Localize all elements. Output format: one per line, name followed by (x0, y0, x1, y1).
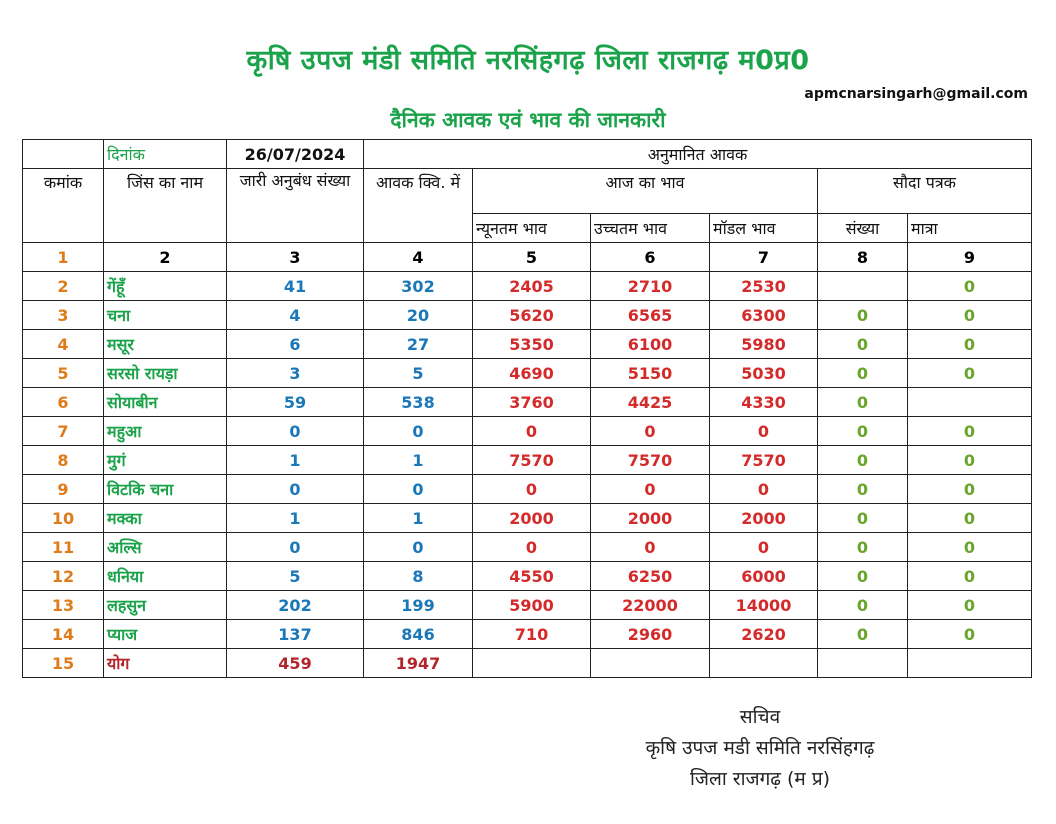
modal-price: 14000 (710, 591, 818, 620)
commodity-name: सोयाबीन (104, 388, 227, 417)
signature-office: कृषि उपज मडी समिति नरसिंहगढ़ (645, 737, 875, 759)
permits-count: 1 (227, 446, 364, 475)
arrival-quintal: 199 (364, 591, 473, 620)
deal-quantity: 0 (908, 417, 1032, 446)
blank-cell (710, 649, 818, 678)
arrival-quintal: 1 (364, 504, 473, 533)
modal-price: 6000 (710, 562, 818, 591)
index-cell: 2 (104, 243, 227, 272)
max-price: 2000 (591, 504, 710, 533)
min-price: 3760 (473, 388, 591, 417)
min-price-header: न्यूनतम भाव (473, 214, 591, 243)
total-permits: 459 (227, 649, 364, 678)
quantity-header: मात्रा (908, 214, 1032, 243)
permits-count: 202 (227, 591, 364, 620)
max-price: 2710 (591, 272, 710, 301)
commodity-name: चना (104, 301, 227, 330)
serial-cell: 2 (23, 272, 104, 301)
table-row (23, 620, 1032, 649)
deal-count: 0 (818, 301, 908, 330)
serial-cell: 13 (23, 591, 104, 620)
commodity-name: महुआ (104, 417, 227, 446)
deal-quantity: 0 (908, 330, 1032, 359)
min-price: 7570 (473, 446, 591, 475)
index-cell: 9 (908, 243, 1032, 272)
count-header: संख्या (818, 214, 908, 243)
serial-cell: 9 (23, 475, 104, 504)
modal-price: 2620 (710, 620, 818, 649)
table-row (23, 475, 1032, 504)
table-row (23, 359, 1032, 388)
serial-cell: 12 (23, 562, 104, 591)
serial-cell: 5 (23, 359, 104, 388)
modal-price: 0 (710, 533, 818, 562)
index-cell: 4 (364, 243, 473, 272)
deal-count (818, 272, 908, 301)
deal-quantity: 0 (908, 475, 1032, 504)
deal-quantity: 0 (908, 504, 1032, 533)
serial-cell: 6 (23, 388, 104, 417)
table-row (23, 562, 1032, 591)
deal-count: 0 (818, 446, 908, 475)
total-arrival: 1947 (364, 649, 473, 678)
modal-price-header: मॉडल भाव (710, 214, 818, 243)
table-row (23, 272, 1032, 301)
date-value: 26/07/2024 (227, 140, 364, 169)
header-row-1 (23, 169, 1032, 214)
deal-count: 0 (818, 620, 908, 649)
blank-cell (908, 649, 1032, 678)
deal-header: सौदा पत्रक (818, 169, 1032, 214)
commodity-name: सरसो रायड़ा (104, 359, 227, 388)
table-row (23, 417, 1032, 446)
deal-quantity: 0 (908, 533, 1032, 562)
serial-cell: 14 (23, 620, 104, 649)
page-title: कृषि उपज मंडी समिति नरसिंहगढ़ जिला राजगढ़ म0प्र0 (246, 45, 810, 76)
table-row (23, 446, 1032, 475)
commodity-name: प्याज (104, 620, 227, 649)
arrival-quintal: 538 (364, 388, 473, 417)
deal-count: 0 (818, 388, 908, 417)
permits-header: जारी अनुबंध संख्या (227, 169, 364, 243)
min-price: 0 (473, 417, 591, 446)
serial-cell: 11 (23, 533, 104, 562)
max-price: 6565 (591, 301, 710, 330)
date-row (23, 140, 1032, 169)
arrival-quintal: 846 (364, 620, 473, 649)
max-price: 4425 (591, 388, 710, 417)
arrival-quintal: 1 (364, 446, 473, 475)
arrival-quintal: 0 (364, 475, 473, 504)
modal-price: 0 (710, 417, 818, 446)
min-price: 710 (473, 620, 591, 649)
commodity-name: लहसुन (104, 591, 227, 620)
deal-count: 0 (818, 330, 908, 359)
deal-quantity: 0 (908, 272, 1032, 301)
index-cell: 8 (818, 243, 908, 272)
deal-quantity (908, 388, 1032, 417)
permits-count: 0 (227, 475, 364, 504)
arrival-quintal: 0 (364, 533, 473, 562)
signature-district: जिला राजगढ़ (म प्र) (689, 768, 831, 790)
modal-price: 2000 (710, 504, 818, 533)
index-cell: 6 (591, 243, 710, 272)
permits-count: 1 (227, 504, 364, 533)
arrival-quintal: 8 (364, 562, 473, 591)
max-price: 6100 (591, 330, 710, 359)
blank-cell (473, 649, 591, 678)
min-price: 4690 (473, 359, 591, 388)
serial-cell: 7 (23, 417, 104, 446)
deal-count: 0 (818, 533, 908, 562)
total-row (23, 649, 1032, 678)
index-cell: 3 (227, 243, 364, 272)
max-price-header: उच्चतम भाव (591, 214, 710, 243)
today-price-header: आज का भाव (473, 169, 818, 214)
modal-price: 5980 (710, 330, 818, 359)
table-row (23, 504, 1032, 533)
deal-quantity: 0 (908, 301, 1032, 330)
table-row (23, 301, 1032, 330)
max-price: 22000 (591, 591, 710, 620)
modal-price: 7570 (710, 446, 818, 475)
max-price: 5150 (591, 359, 710, 388)
commodity-name: मुगं (104, 446, 227, 475)
permits-count: 41 (227, 272, 364, 301)
min-price: 5900 (473, 591, 591, 620)
deal-quantity: 0 (908, 591, 1032, 620)
commodity-name: विटकि चना (104, 475, 227, 504)
modal-price: 5030 (710, 359, 818, 388)
max-price: 2960 (591, 620, 710, 649)
commodity-header: जिंस का नाम (104, 169, 227, 243)
arrival-quintal: 20 (364, 301, 473, 330)
modal-price: 4330 (710, 388, 818, 417)
min-price: 0 (473, 475, 591, 504)
min-price: 0 (473, 533, 591, 562)
index-cell: 7 (710, 243, 818, 272)
table-row (23, 591, 1032, 620)
estimated-arrival-header: अनुमानित आवक (364, 140, 1032, 169)
max-price: 0 (591, 475, 710, 504)
total-serial: 15 (23, 649, 104, 678)
arrival-quintal: 27 (364, 330, 473, 359)
modal-price: 0 (710, 475, 818, 504)
index-row (23, 243, 1032, 272)
deal-quantity: 0 (908, 359, 1032, 388)
table-row (23, 388, 1032, 417)
max-price: 0 (591, 417, 710, 446)
serial-cell: 3 (23, 301, 104, 330)
page-subtitle: दैनिक आवक एवं भाव की जानकारी (390, 108, 666, 132)
commodity-name: धनिया (104, 562, 227, 591)
serial-cell: 4 (23, 330, 104, 359)
arrival-price-table (22, 139, 1032, 678)
deal-count: 0 (818, 591, 908, 620)
commodity-name: मक्का (104, 504, 227, 533)
blank-cell (591, 649, 710, 678)
min-price: 2405 (473, 272, 591, 301)
deal-count: 0 (818, 475, 908, 504)
commodity-name: गेंहूँ (104, 272, 227, 301)
commodity-name: मसूर (104, 330, 227, 359)
permits-count: 6 (227, 330, 364, 359)
min-price: 5620 (473, 301, 591, 330)
table-row (23, 330, 1032, 359)
permits-count: 0 (227, 533, 364, 562)
deal-count: 0 (818, 504, 908, 533)
commodity-name: अल्सि (104, 533, 227, 562)
permits-count: 59 (227, 388, 364, 417)
modal-price: 2530 (710, 272, 818, 301)
deal-count: 0 (818, 359, 908, 388)
table-row (23, 533, 1032, 562)
permits-count: 4 (227, 301, 364, 330)
permits-count: 5 (227, 562, 364, 591)
min-price: 4550 (473, 562, 591, 591)
serial-cell: 8 (23, 446, 104, 475)
serial-header: कमांक (23, 169, 104, 243)
deal-count: 0 (818, 417, 908, 446)
permits-count: 137 (227, 620, 364, 649)
arrival-quintal: 302 (364, 272, 473, 301)
index-cell: 5 (473, 243, 591, 272)
email-address: apmcnarsingarh@gmail.com (804, 86, 1028, 102)
min-price: 2000 (473, 504, 591, 533)
deal-quantity: 0 (908, 446, 1032, 475)
max-price: 6250 (591, 562, 710, 591)
permits-count: 0 (227, 417, 364, 446)
blank-cell (818, 649, 908, 678)
date-label: दिनांक (104, 140, 227, 169)
deal-count: 0 (818, 562, 908, 591)
modal-price: 6300 (710, 301, 818, 330)
min-price: 5350 (473, 330, 591, 359)
arrival-header: आवक क्वि. में (364, 169, 473, 243)
deal-quantity: 0 (908, 620, 1032, 649)
signature-designation: सचिव (739, 706, 781, 728)
max-price: 7570 (591, 446, 710, 475)
total-label: योग (104, 649, 227, 678)
permits-count: 3 (227, 359, 364, 388)
serial-cell: 10 (23, 504, 104, 533)
arrival-quintal: 0 (364, 417, 473, 446)
deal-quantity: 0 (908, 562, 1032, 591)
index-cell: 1 (23, 243, 104, 272)
max-price: 0 (591, 533, 710, 562)
signature-block (560, 702, 960, 795)
arrival-quintal: 5 (364, 359, 473, 388)
blank-cell (23, 140, 104, 169)
